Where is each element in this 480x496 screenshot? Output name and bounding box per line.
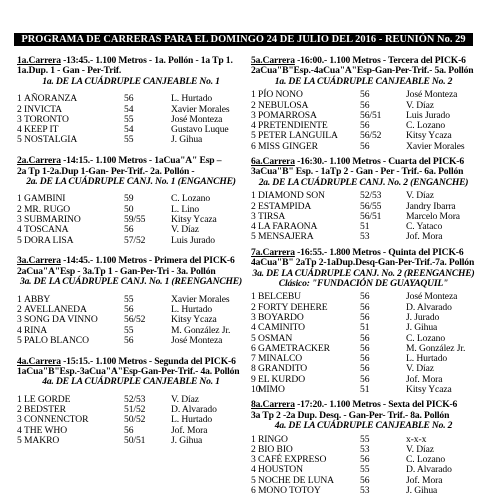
horse-name: THE WHO xyxy=(24,424,68,436)
horse-name: MIMO xyxy=(258,384,285,395)
entry-row xyxy=(17,236,245,246)
jockey-name: C. Yataco xyxy=(406,221,443,233)
entry-row xyxy=(17,436,245,446)
horse-name: MONO TOTOY xyxy=(258,485,321,496)
jockey-name: Jof. Mora xyxy=(406,231,443,243)
entry-number: 2 xyxy=(251,99,256,111)
entry-row xyxy=(17,135,245,145)
race-header-text: -16:00.- 1.100 Metros - Tercera del PICK-6 xyxy=(294,56,466,66)
jockey-name: Kitsy Ycaza xyxy=(171,214,217,226)
horse-name: PÍO NONO xyxy=(258,89,303,101)
entry-row xyxy=(17,336,245,346)
entry-row xyxy=(251,445,476,455)
race-subtitle: 4a. DE LA CUÁDRUPLE CANJEABLE No. 2 xyxy=(274,420,453,432)
horse-name: EL KURDO xyxy=(258,373,306,385)
jockey-name: Xavier Morales xyxy=(406,140,465,152)
entry-row xyxy=(251,232,476,242)
race-number: 2a.Carrera xyxy=(17,156,61,167)
race-header-line xyxy=(17,156,245,166)
horse-weight: 56 xyxy=(360,353,370,365)
horse-weight: 55 xyxy=(124,113,134,125)
jockey-name: M. González Jr. xyxy=(406,342,466,354)
horse-weight: 52/53 xyxy=(124,393,146,405)
race-header-text: 4aCua"B" 2aTp 2-1aDup.Desq-Gan-Per-Trif.-7a. Pollón xyxy=(251,258,475,269)
jockey-name: C. Lozano xyxy=(406,332,446,344)
entry-number: 6 xyxy=(251,140,256,152)
horse-name: CAFÉ EXPRESO xyxy=(258,454,327,466)
jockey-name: Marcelo Mora xyxy=(406,210,460,222)
horse-weight: 55 xyxy=(360,464,370,476)
horse-weight: 50/52 xyxy=(124,414,146,426)
horse-name: GAMETRACKER xyxy=(258,342,330,354)
race-header-text: -17:20.- 1.100 Metros - Sexta del PICK-6 xyxy=(294,400,458,411)
jockey-name: José Monteza xyxy=(171,334,223,346)
horse-name: POMARROSA xyxy=(258,109,317,121)
entry-number: 6 xyxy=(251,342,256,354)
race-subtitle: 3a. DE LA CUÁDRUPLE CANJ. No. 2 (REENGANCHE) xyxy=(252,267,475,279)
race-header-line xyxy=(251,157,476,167)
race-header-text: -14:45.- 1.100 Metros - Primera del PICK-6 xyxy=(60,256,235,267)
race-header-text: -15:15.- 1.100 Metros - Segunda del PICK-6 xyxy=(60,356,236,367)
entry-number: 7 xyxy=(251,353,256,365)
horse-name: BOYARDO xyxy=(258,311,304,323)
jockey-name: Jof. Mora xyxy=(171,424,208,436)
horse-weight: 56 xyxy=(124,303,134,315)
entry-number: 6 xyxy=(251,485,256,496)
horse-weight: 56/52 xyxy=(360,130,382,142)
horse-weight: 54 xyxy=(124,124,134,136)
horse-name: KEEP IT xyxy=(24,124,59,136)
race-block xyxy=(251,248,476,396)
race-header-line xyxy=(17,256,245,266)
jockey-name: Xavier Morales xyxy=(171,293,230,305)
entry-number: 4 xyxy=(251,120,256,132)
entry-number: 3 xyxy=(17,314,22,326)
race-number: 5a.Carrera xyxy=(251,56,295,66)
race-number: 1a.Carrera xyxy=(17,56,61,66)
entry-number: 2 xyxy=(17,103,22,115)
horse-name: ABBY xyxy=(24,293,51,305)
race-header-text: 3aCua"B" Esp. - 1aTp 2 - Gan - Per - Trif.- 6a. Pollón xyxy=(251,167,464,178)
horse-name: BELCEBU xyxy=(258,291,302,303)
jockey-name: L. Lino xyxy=(171,203,200,215)
race-header-text: -13:45.- 1.100 Metros - 1a. Pollón - 1a Tp 1. xyxy=(60,56,233,66)
horse-name: SUBMARINO xyxy=(24,214,81,226)
jockey-name: C. Lozano xyxy=(406,454,446,466)
jockey-name: José Monteza xyxy=(406,291,458,303)
jockey-name: Jof. Mora xyxy=(406,474,443,486)
jockey-name: D. Alvarado xyxy=(171,404,217,416)
horse-weight: 56 xyxy=(360,89,370,101)
entry-number: 1 xyxy=(251,89,256,101)
horse-name: OSMAN xyxy=(258,332,293,344)
jockey-name: x-x-x xyxy=(406,433,427,445)
entry-number: 5 xyxy=(17,435,22,447)
jockey-name: José Monteza xyxy=(171,113,223,125)
horse-weight: 52/53 xyxy=(360,190,382,202)
horse-weight: 59 xyxy=(124,193,134,205)
entry-row xyxy=(251,191,476,201)
entry-number: 5 xyxy=(17,234,22,246)
program-banner: PROGRAMA DE CARRERAS PARA EL DOMINGO 24 DE JULIO DEL 2016 - REUNIÓN No. 29 xyxy=(14,33,473,46)
horse-weight: 56/55 xyxy=(360,200,382,212)
horse-name: INVICTA xyxy=(24,103,62,115)
horse-weight: 56 xyxy=(360,291,370,303)
horse-name: MINALCO xyxy=(258,353,303,365)
horse-name: PALO BLANCO xyxy=(24,334,89,346)
horse-weight: 56 xyxy=(360,474,370,486)
race-subtitle: 2a. DE LA CUÁDRUPLE CANJ. No. 2 (ENGANCHE) xyxy=(258,176,469,188)
race-header-line xyxy=(17,357,245,367)
horse-weight: 55 xyxy=(360,433,370,445)
horse-name: ESTAMPIDA xyxy=(258,200,312,212)
jockey-name: V. Díaz xyxy=(406,443,434,455)
jockey-name: V. Díaz xyxy=(406,363,434,375)
entry-number: 2 xyxy=(17,404,22,416)
jockey-name: L. Hurtado xyxy=(171,303,213,315)
race-subtitle: 1a. DE LA CUÁDRUPLE CANJEABLE No. 2 xyxy=(274,75,453,87)
horse-weight: 59/55 xyxy=(124,214,146,226)
entry-number: 2 xyxy=(251,301,256,313)
jockey-name: J. Jurado xyxy=(406,311,440,323)
horse-name: HOUSTON xyxy=(258,464,303,476)
race-header-text: 3a Tp 2 -2a Dup. Desq. - Gan-Per- Trif.- 8a. Pollón xyxy=(251,410,450,421)
race-header-line xyxy=(251,258,476,268)
race-header-text: 2aCua"B"Esp.-4aCua"A"Esp-Gan-Per-Trif.- 5a. Pollón xyxy=(251,66,474,77)
jockey-name: J. Gihua xyxy=(406,485,438,496)
horse-name: GAMBINI xyxy=(24,193,66,205)
horse-name: MISS GINGER xyxy=(258,140,318,152)
horse-name: PRETENDIENTE xyxy=(258,120,328,132)
horse-name: DIAMOND SON xyxy=(258,190,325,202)
entry-number: 3 xyxy=(251,109,256,121)
horse-weight: 53 xyxy=(360,485,370,496)
jockey-name: Kitsy Ycaza xyxy=(406,130,452,142)
entry-number: 10 xyxy=(251,384,261,395)
entry-number: 1 xyxy=(17,93,22,105)
entry-number: 1 xyxy=(251,190,256,202)
race-header-text: 2a Tp 1-2a.Dup 1-Gan- Per-Trif.- 2a. Pollón - xyxy=(17,166,195,177)
jockey-name: V. Díaz xyxy=(406,190,434,202)
entry-number: 4 xyxy=(251,464,256,476)
horse-name: TORONTO xyxy=(24,113,69,125)
horse-weight: 56/51 xyxy=(360,109,382,121)
horse-name: CAMINITO xyxy=(258,322,305,334)
horse-name: MR. RUGO xyxy=(24,203,71,215)
horse-name: FORTY DEHERE xyxy=(258,301,328,313)
jockey-name: J. Gihua xyxy=(406,322,438,334)
horse-weight: 56 xyxy=(360,301,370,313)
entry-row xyxy=(17,94,245,104)
horse-name: BIO BIO xyxy=(258,443,293,455)
entry-number: 2 xyxy=(17,203,22,215)
race-number: 8a.Carrera xyxy=(251,400,295,411)
jockey-name: Jof. Mora xyxy=(406,373,443,385)
horse-weight: 56 xyxy=(360,454,370,466)
entry-number: 1 xyxy=(251,291,256,303)
horse-weight: 56 xyxy=(360,99,370,111)
race-header-line xyxy=(17,56,245,66)
horse-weight: 55 xyxy=(124,293,134,305)
horse-weight: 56 xyxy=(124,224,134,236)
race-header-text: -14:15.- 1.100 Metros - 1aCua"A" Esp – xyxy=(60,156,222,167)
entry-row xyxy=(251,455,476,465)
entry-number: 4 xyxy=(17,224,22,236)
entry-number: 5 xyxy=(17,334,22,346)
race-header-line xyxy=(251,56,476,66)
jockey-name: L. Hurtado xyxy=(171,93,213,105)
entry-number: 1 xyxy=(251,433,256,445)
jockey-name: Luis Jurado xyxy=(406,109,450,121)
entry-row xyxy=(251,385,476,395)
entry-number: 5 xyxy=(17,134,22,146)
jockey-name: Kitsy Ycaza xyxy=(406,384,452,395)
race-header-line xyxy=(251,248,476,258)
horse-name: LE GORDE xyxy=(24,393,71,405)
horse-weight: 50 xyxy=(124,203,134,215)
entry-number: 2 xyxy=(17,303,22,315)
jockey-name: Xavier Morales xyxy=(171,103,230,115)
entry-number: 3 xyxy=(251,311,256,323)
race-subtitle: 1a. DE LA CUÁDRUPLE CANJEABLE No. 1 xyxy=(42,75,220,87)
entry-number: 5 xyxy=(251,332,256,344)
race-header-text: -16:30.- 1.100 Metros - Cuarta del PICK-6 xyxy=(294,157,464,167)
entry-number: 9 xyxy=(251,373,256,385)
jockey-name: C. Lozano xyxy=(406,120,446,132)
jockey-name: Luis Jurado xyxy=(171,234,215,246)
jockey-name: C. Lozano xyxy=(171,193,211,205)
entry-number: 3 xyxy=(17,214,22,226)
race-number: 4a.Carrera xyxy=(17,356,61,367)
entry-number: 4 xyxy=(17,424,22,436)
horse-name: MENSAJERA xyxy=(258,231,314,243)
entry-row xyxy=(251,476,476,486)
race-header-text: -16:55.- 1.800 Metros - Quinta del PICK-6 xyxy=(294,247,464,258)
horse-weight: 56/52 xyxy=(124,314,146,326)
horse-weight: 56 xyxy=(360,342,370,354)
entry-number: 4 xyxy=(17,124,22,136)
horse-weight: 53 xyxy=(360,231,370,243)
entry-row xyxy=(251,465,476,475)
entry-number: 1 xyxy=(17,293,22,305)
right-column xyxy=(251,56,476,496)
horse-name: MAKRO xyxy=(24,435,60,447)
jockey-name: Jandry Ibarra xyxy=(406,200,456,212)
entry-number: 2 xyxy=(251,200,256,212)
race-block xyxy=(251,400,476,496)
race-block xyxy=(17,357,245,447)
horse-weight: 51/52 xyxy=(124,404,146,416)
entry-number: 4 xyxy=(251,322,256,334)
horse-weight: 55 xyxy=(124,324,134,336)
entry-row xyxy=(251,486,476,496)
race-subtitle: 4a. DE LA CUÁDRUPLE CANJEABLE No. 1 xyxy=(42,376,220,388)
race-subtitle: 2a. DE LA CUÁDRUPLE CANJ. No. 1 (ENGANCHE) xyxy=(26,176,236,188)
horse-weight: 50/51 xyxy=(124,435,146,447)
entry-number: 5 xyxy=(251,474,256,486)
race-header-text: 1aCua"B"Esp.-3aCua"A"Esp-Gan-Per-Trif.- 4a. Pollón xyxy=(17,367,240,378)
jockey-name: L. Hurtado xyxy=(406,353,448,365)
horse-name: NOSTALGIA xyxy=(24,134,78,146)
horse-name: NEBULOSA xyxy=(258,99,309,111)
horse-weight: 53 xyxy=(360,443,370,455)
entry-number: 4 xyxy=(251,221,256,233)
entry-number: 1 xyxy=(17,393,22,405)
jockey-name: D. Alvarado xyxy=(406,301,452,313)
entry-row xyxy=(17,315,245,325)
entry-number: 3 xyxy=(17,414,22,426)
horse-name: GRANDITO xyxy=(258,363,308,375)
race-block xyxy=(251,157,476,243)
entry-number: 2 xyxy=(251,443,256,455)
jockey-name: V. Díaz xyxy=(406,99,434,111)
horse-weight: 56 xyxy=(124,424,134,436)
race-number: 6a.Carrera xyxy=(251,157,295,167)
race-header-line xyxy=(251,400,476,410)
horse-weight: 56 xyxy=(360,311,370,323)
horse-name: RINGO xyxy=(258,433,288,445)
horse-name: NOCHE DE LUNA xyxy=(258,474,334,486)
race-block xyxy=(17,56,245,146)
horse-weight: 51 xyxy=(360,322,370,334)
horse-name: AVELLANEDA xyxy=(24,303,87,315)
race-number: 7a.Carrera xyxy=(251,247,295,258)
horse-name: SONG DA VINNO xyxy=(24,314,98,326)
horse-name: RINA xyxy=(24,324,48,336)
horse-weight: 57/52 xyxy=(124,234,146,246)
entry-number: 3 xyxy=(251,210,256,222)
horse-weight: 51 xyxy=(360,221,370,233)
jockey-name: D. Alvarado xyxy=(406,464,452,476)
left-column xyxy=(17,56,245,446)
entry-row xyxy=(251,142,476,152)
horse-weight: 56 xyxy=(360,120,370,132)
jockey-name: J. Gihua xyxy=(171,134,203,146)
race-number: 3a.Carrera xyxy=(17,256,61,267)
race-block xyxy=(251,56,476,152)
horse-weight: 56/51 xyxy=(360,210,382,222)
race-subtitle: Clásico: "FUNDACIÓN DE GUAYAQUIL" xyxy=(278,277,449,289)
horse-weight: 51 xyxy=(360,384,370,395)
race-header-text: 1a.Dup. 1 - Gan - Per-Trif. xyxy=(17,66,122,77)
entry-row xyxy=(251,323,476,333)
jockey-name: José Monteza xyxy=(406,89,458,101)
entry-row xyxy=(251,435,476,445)
entry-number: 3 xyxy=(17,113,22,125)
horse-name: CONNENCTOR xyxy=(24,414,89,426)
horse-weight: 56 xyxy=(360,332,370,344)
horse-weight: 56 xyxy=(124,334,134,346)
horse-name: TOSCANA xyxy=(24,224,69,236)
horse-name: DORA LISA xyxy=(24,234,74,246)
entry-number: 8 xyxy=(251,363,256,375)
entry-number: 5 xyxy=(251,130,256,142)
horse-name: TIRSA xyxy=(258,210,286,222)
horse-weight: 56 xyxy=(360,373,370,385)
jockey-name: J. Gihua xyxy=(171,435,203,447)
race-block xyxy=(17,256,245,346)
jockey-name: Kitsy Ycaza xyxy=(171,314,217,326)
jockey-name: V. Díaz xyxy=(171,224,199,236)
horse-name: LA FARAONA xyxy=(258,221,318,233)
entry-number: 5 xyxy=(251,231,256,243)
jockey-name: L. Hurtado xyxy=(171,414,213,426)
entry-row xyxy=(251,90,476,100)
race-header-text: 2aCua"A"Esp - 3a.Tp 1 - Gan-Per-Tri - 3a. Pollón xyxy=(17,266,216,277)
entry-number: 1 xyxy=(17,193,22,205)
entry-number: 3 xyxy=(251,454,256,466)
entry-number: 4 xyxy=(17,324,22,336)
horse-name: AÑORANZA xyxy=(24,93,78,105)
jockey-name: M. González Jr. xyxy=(171,324,231,336)
horse-weight: 56 xyxy=(360,140,370,152)
horse-weight: 56 xyxy=(124,93,134,105)
race-subtitle: 3a. DE LA CUÁDRUPLE CANJ. No. 1 (REENGANCHE) xyxy=(19,276,242,288)
horse-name: BEDSTER xyxy=(24,404,66,416)
race-block xyxy=(17,156,245,246)
jockey-name: V. Díaz xyxy=(171,393,199,405)
horse-weight: 54 xyxy=(124,103,134,115)
jockey-name: Gustavo Luque xyxy=(171,124,229,136)
horse-weight: 56 xyxy=(360,363,370,375)
horse-weight: 55 xyxy=(124,134,134,146)
horse-name: PETER LANGUILA xyxy=(258,130,338,142)
